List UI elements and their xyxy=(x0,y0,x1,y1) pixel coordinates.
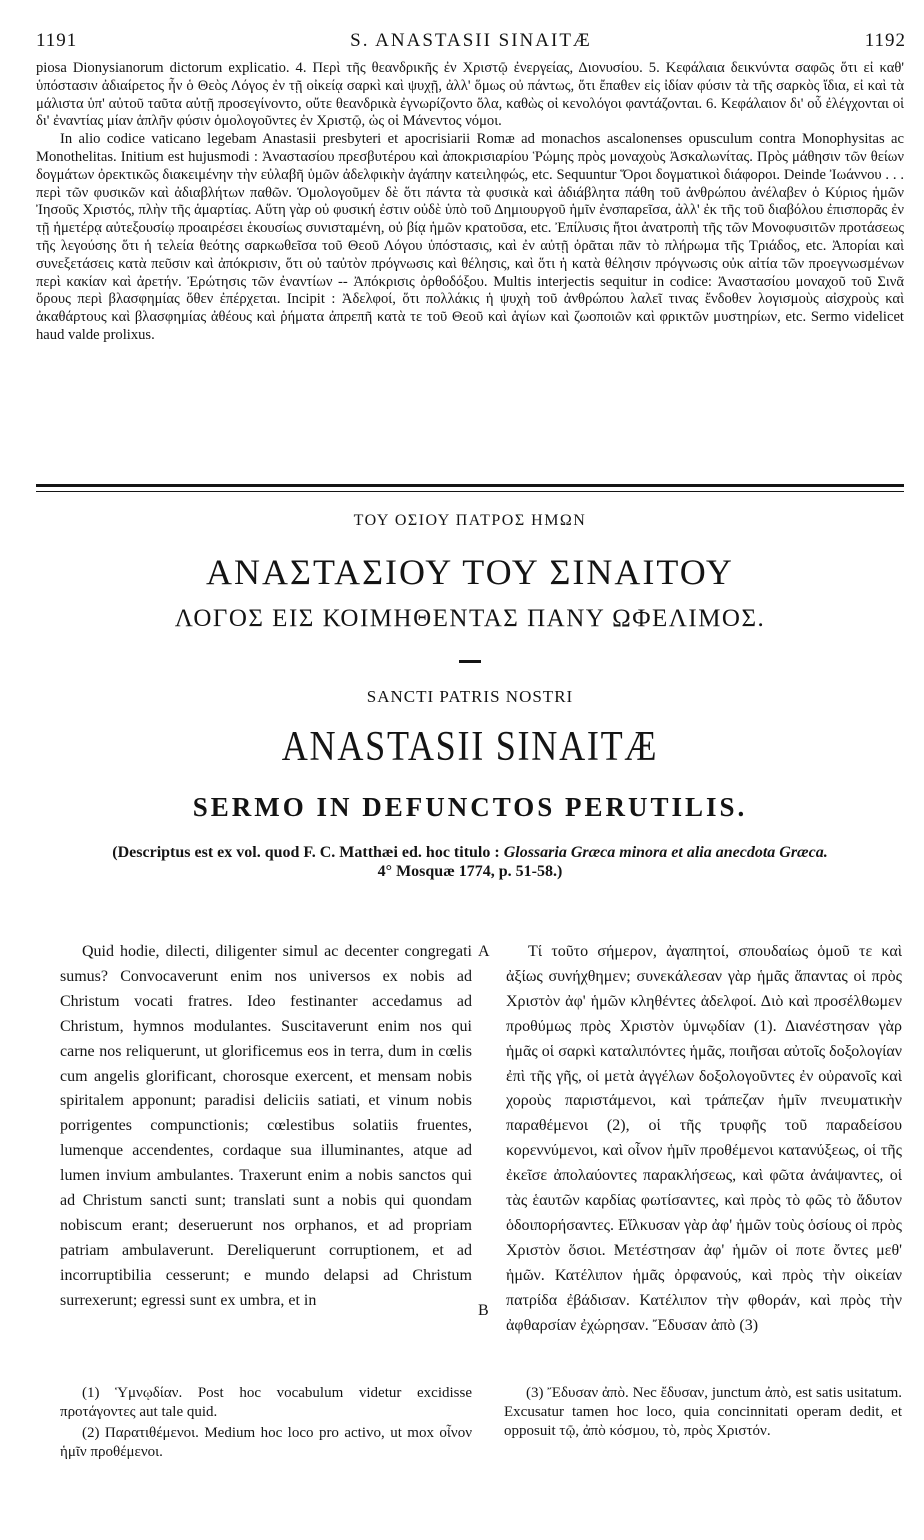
section-rule-thin xyxy=(36,491,904,492)
footnotes-left xyxy=(60,1384,472,1464)
footnote-3: (3) Ἔδυσαν ἀπὸ. Nec ἔδυσαν, junctum ἀπὸ, est satis usitatum. Excusatur tamen hoc loco, quia concinnitati operam dedit, et opposuit τῷ, ἀπὸ κόσμου, τὸ, πρὸς Χριστόν. xyxy=(504,1385,902,1439)
page-number-left: 1191 xyxy=(36,30,78,51)
section-rule-thick xyxy=(36,484,904,487)
greek-title: ΑΝΑΣΤΑΣΙΟΥ ΤΟΥ ΣΙΝΑΙΤΟΥ xyxy=(206,552,734,592)
greek-subtitle: ΛΟΓΟΣ ΕΙΣ ΚΟΙΜΗΘΕΝΤΑΣ ΠΑΝΥ ΩΦΕΛΙΜΟΣ. xyxy=(174,605,766,632)
intro-paragraph-1: piosa Dionysianorum dictorum explicatio. 4. Περὶ τῆς θεανδρικῆς ἐν Χριστῷ ἐνεργείας, Διονυσίου. 5. Κεφάλαια δεικνύντα σαφῶς ὅτι εἰ καθ' ὑπόστασιν ἀδιαίρετος ἦν ὁ Θεὸς Λόγος ἐν τῇ οἰκείᾳ σαρκὶ καὶ ψυχῇ, ἀλλ' ὅμως οὐ πάντως, ὅτι ἔπαθεν εἰς ἰδίαν φύσιν τὰ τῆς σαρκὸς ἴδια, εἰ καὶ τὰ μάλιστα ὑπ' αὐτοῦ ταῦτα αὐτῇ προσεγίνοντο, οὔτε θεανδρικὰ ἐγνωρίζοντο ὅλα, καθὼς οἱ κενολόγοι φαντάζονται. 6. Κεφάλαιον δι' οὗ ἐλέγχονται οἱ δι' ἐναντίας μίαν ἁπλῆν φύσιν ὁμολογοῦντες ἐν Χριστῷ, ὡς οἱ Μάνεντος νόμοι. xyxy=(36,60,904,130)
title-block xyxy=(36,508,904,881)
source-description-italic: Glossaria Græca minora et alia anecdota Græca. xyxy=(503,844,828,861)
latin-column xyxy=(60,940,472,1314)
footnote-1: (1) Ὑμνῳδίαν. Post hoc vocabulum videtur excidisse προτάγοντες aut tale quid. xyxy=(60,1385,472,1420)
greek-overline: ΤΟΥ ΟΣΙΟΥ ΠΑΤΡΟΣ ΗΜΩΝ xyxy=(353,512,587,529)
source-description xyxy=(36,843,904,881)
source-description-part1: (Descriptus est ex vol. quod F. C. Matthæi ed. hoc titulo : xyxy=(112,844,504,861)
title-dash xyxy=(459,660,481,663)
greek-column xyxy=(506,940,902,1339)
latin-paragraph: Quid hodie, dilecti, diligenter simul ac decenter congregati sumus? Convocaverunt enim nos universos ex nobis ad Christum vocati fratres. Ideo festinanter accedamus ad Christum, hymnos modulantes. Suscitaverunt enim nos qui carne nos reliquerunt, ut glorificemus eos in terra, dum in cœlis cum angelis glorificant, chorosque exercent, et mensam nobis spiritalem apponunt; paradisi deliciis satiati, et vinum nobis porrigentes compunctionis; cœlestibus solatiis fruentes, lumenque accendentes, cordaque sua illuminantes, atque ad lumen invium ambulantes. Traxerunt enim a nobis sanctos qui ad Christum sancti sunt; translati sunt a nobis qui quondam nobiscum erant; deseruerunt nos orphanos, et ad propriam patriam ambulaverunt. Dereliquerunt corruptionem, et ad incorruptibilia cesserunt; e mundo delapsi ad Christum surrexerunt; egressi sunt ex umbra, et in xyxy=(60,943,472,1309)
running-head xyxy=(36,30,906,56)
latin-title: ANASTASII SINAITÆ xyxy=(281,724,659,770)
footnote-2: (2) Παρατιθέμενοι. Medium hoc loco pro activo, ut mox οἶνον ἡμῖν προθέμενοι. xyxy=(60,1425,472,1460)
greek-paragraph: Τί τοῦτο σήμερον, ἀγαπητοί, σπουδαίως ὁμοῦ τε καὶ ἀξίως συνήχθημεν; συνεκάλεσαν γὰρ ἡμᾶς ἅπαντας οἱ πρὸς Χριστὸν ἀφ' ἡμῶν κληθέντες ἀδελφοί. Διὸ καὶ προσέλθωμεν προθύμως πρὸς Χριστὸν ὑμνῳδίαν (1). Διανέστησαν γὰρ ἡμᾶς οἱ σαρκὶ καταλιπόντες ἡμᾶς, ποιῆσαι αὐτοῖς δοξολογίαν ἐπὶ τῆς γῆς, οἱ μετὰ ἀγγέλων δοξολογοῦντες ἐν οὐρανοῖς καὶ χοροὺς παριστάμενοι, καὶ τράπεζαν ἡμῖν πνευματικὴν παραθέμενοι (2), οἱ τῆς τρυφῆς τοῦ παραδείσου κορεννύμενοι, καὶ οἶνον ἡμῖν προθέμενοι κατανύξεως, οἱ τῆς ἐκεῖσε ἀπολαύοντες παρακλήσεως, καὶ φῶτα ἀνάψαντες, οἱ τὰς ἑαυτῶν καρδίας φωτίσαντες, καὶ πρὸς τὸ φῶς τὸ ἄδυτον ὁδοιπορήσαντες. Εἵλκυσαν γὰρ ἀφ' ἡμῶν τοὺς ὁσίους οἱ πρὸς Χριστὸν ὅσιοι. Μετέστησαν ἀφ' ἡμῶν οἱ ποτε ὄντες μεθ' ἡμῶν. Κατέλιπον ἡμᾶς ὀρφανούς, καὶ πρὸς τὴν οἰκείαν πατρίδα ἐβάδισαν. Κατέλιπον τὴν φθοράν, καὶ πρὸς τὴν ἀφθαρσίαν ἐχώρησαν. Ἔδυσαν ἀπὸ (3) xyxy=(506,943,902,1334)
margin-marker-a: A xyxy=(478,943,490,960)
page-number-right: 1192 xyxy=(864,30,906,51)
latin-subtitle: SERMO IN DEFUNCTOS PERUTILIS. xyxy=(192,792,748,822)
intro-text-block xyxy=(36,60,904,345)
source-description-part2: 4° Mosquæ 1774, p. 51-58.) xyxy=(377,863,563,880)
footnotes-right xyxy=(504,1384,902,1443)
intro-paragraph-2: In alio codice vaticano legebam Anastasii presbyteri et apocrisiarii Romæ ad monachos ascalonenses opusculum contra Monophysitas ac Monothelitas. Initium est hujusmodi : Ἀναστασίου πρεσβυτέρου καὶ ἀποκρισιαρίου Ῥώμης πρὸς μοναχοὺς Ἀσκαλωνίτας. Πρὸς μάθησιν τῶν θείων δογμάτων ὀρεκτικῶς διακειμένην τὴν εὐλαβῆ ὑμῶν ἀδελφικὴν ἀγάπην κατειληφώς, etc. Sequuntur Ὅροι δογματικοὶ διάφοροι. Deinde Ἰωάννου . . . περὶ τῶν φυσικῶν καὶ ἀδιαβλήτων παθῶν. Ὁμολογοῦμεν δὲ ὅτι πάντα τὰ φυσικὰ καὶ ἀδιάβλητα πάθη τοῦ ἀνθρώπου ἀνέλαβεν ὁ Κύριος ἡμῶν Ἰησοῦς Χριστός, πλὴν τῆς ἁμαρτίας. Αὕτη γὰρ οὐ φυσική ἐστιν οὐδὲ ὑπὸ τοῦ Δημιουργοῦ ἡμῖν ἐνσπαρεῖσα, ἀλλ' ἐκ τῆς τοῦ διαβόλου ἐπισπορᾶς ἐν τῇ ἡμετέρᾳ αὐτεξουσίῳ προαιρέσει ἑκουσίως συνισταμένη, οὐ βίᾳ ἡμῶν κρατοῦσα, etc. Ἐπίλυσις ἤτοι ἀνατροπὴ τῆς τῶν Μονοφυσιτῶν προτάσεως τῆς λεγούσης ὅτι ἡ τελεία θεότης σαρκωθεῖσα τοῦ Θεοῦ Λόγου ὑπόστασις, καὶ ἐν αὐτῇ ὁρᾶται πᾶν τὸ πλήρωμα τῆς Τριάδος, etc. Ἀπορίαι καὶ συνεξετάσεις κατὰ πεῦσιν καὶ ἀπόκρισιν, ὅτι οὐ ταὐτὸν πρόγνωσις καὶ θέλησις, καὶ ὅτι ἡ κατὰ θέλησιν πρόγνωσις οὐκ αἰτία τῶν προεγνωσμένων περὶ κακίαν καὶ ἀρετήν. Ἐρώτησις τῶν ἐναντίων -- Ἀπόκρισις ὀρθοδόξου. Multis interjectis sequitur in codice: Ἀναστασίου μοναχοῦ τοῦ Σινᾶ ὄρους περὶ βλασφημίας ὅθεν ἐπέρχεται. Incipit : Ἀδελφοί, ὅτι πολλάκις ἡ ψυχὴ τοῦ ἀνθρώπου λαλεῖ τινας ἔνδοθεν λογισμοὺς αἰσχροὺς καὶ ἀκαθάρτους καὶ βλασφημίας ἀθέους καὶ ῥήματα ἀπρεπῆ κατὰ τε τοῦ Θεοῦ καὶ ἁγίων καὶ ζωοποιῶν καὶ φρικτῶν μυστηρίων, etc. Sermo videlicet haud valde prolixus. xyxy=(36,131,904,343)
latin-overline: SANCTI PATRIS NOSTRI xyxy=(366,687,574,706)
margin-marker-b: B xyxy=(478,1302,489,1319)
running-title: S. ANASTASII SINAITÆ xyxy=(350,30,592,51)
